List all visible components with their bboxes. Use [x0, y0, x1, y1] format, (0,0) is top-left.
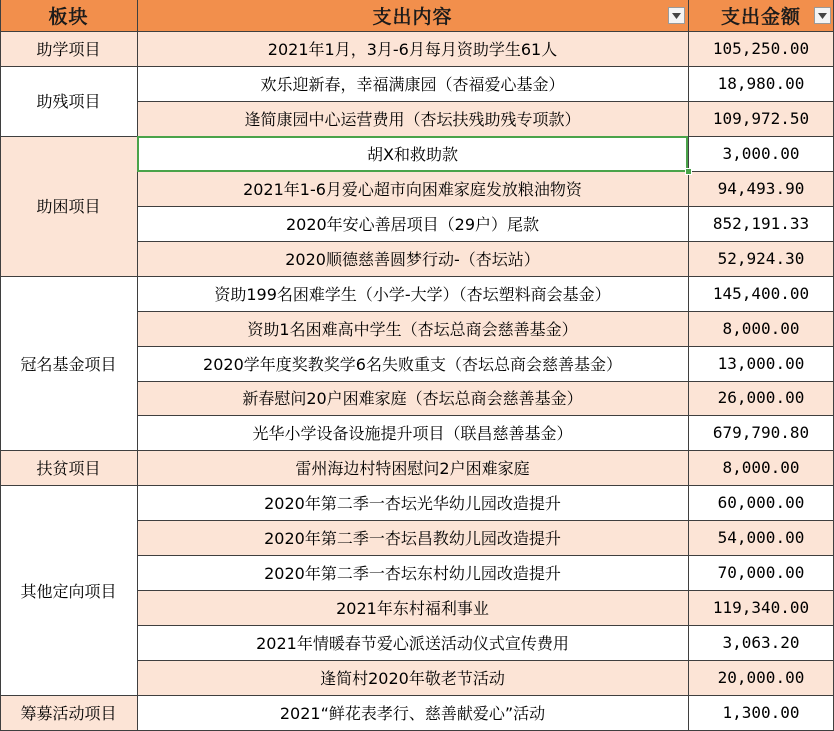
amount-text: 8,000.00: [722, 458, 800, 478]
grid-line: [137, 625, 834, 626]
amount-cell[interactable]: [688, 311, 834, 346]
grid-line: [137, 485, 834, 486]
content-cell[interactable]: [137, 520, 688, 555]
header-label-amount: 支出金额: [720, 6, 801, 28]
amount-cell[interactable]: [688, 485, 834, 520]
header-label-content: 支出内容: [372, 6, 453, 28]
section-label: 助残项目: [36, 92, 101, 112]
content-cell[interactable]: [137, 206, 688, 241]
amount-cell[interactable]: [688, 136, 834, 171]
grid-line: [137, 590, 834, 591]
content-cell[interactable]: [137, 625, 688, 660]
amount-text: 20,000.00: [717, 668, 805, 688]
grid-line: [0, 0, 1, 730]
grid-line: [137, 381, 834, 382]
amount-text: 18,980.00: [717, 73, 805, 93]
section-cell[interactable]: [0, 276, 137, 451]
content-cell[interactable]: [137, 485, 688, 520]
content-text: 资助199名困难学生（小学-大学）（杏坛塑料商会基金）: [214, 284, 611, 304]
content-text: 胡X和救助款: [367, 144, 458, 164]
section-cell[interactable]: [0, 695, 137, 730]
grid-line: [137, 241, 834, 242]
content-text: 2020年第二季一杏坛东村幼儿园改造提升: [264, 564, 561, 584]
amount-cell[interactable]: [688, 381, 834, 416]
section-label: 筹募活动项目: [20, 704, 117, 724]
amount-text: 145,400.00: [712, 283, 810, 303]
grid-line: [0, 136, 137, 137]
content-cell[interactable]: [137, 346, 688, 381]
content-text: 2020学年度奖教奖学6名失败重支（杏坛总商会慈善基金）: [203, 354, 622, 374]
content-cell[interactable]: [137, 555, 688, 590]
section-label: 扶贫项目: [36, 459, 101, 479]
content-text: 新春慰问20户困难家庭（杏坛总商会慈善基金）: [242, 389, 583, 409]
amount-text: 70,000.00: [717, 563, 805, 583]
amount-cell[interactable]: [688, 660, 834, 695]
amount-cell[interactable]: [688, 241, 834, 276]
amount-text: 60,000.00: [717, 493, 805, 513]
grid-line: [137, 171, 834, 172]
content-cell[interactable]: [137, 31, 688, 66]
amount-cell[interactable]: [688, 555, 834, 590]
amount-text: 52,924.30: [717, 248, 805, 268]
grid-line: [137, 555, 834, 556]
content-text: 2021“鲜花表孝行、慈善献爱心”活动: [279, 704, 546, 724]
amount-cell[interactable]: [688, 66, 834, 101]
amount-text: 3,000.00: [722, 143, 800, 163]
grid-line: [137, 660, 834, 661]
grid-line: [0, 276, 137, 277]
content-text: 雷州海边村特困慰问2户困难家庭: [295, 459, 530, 479]
filter-dropdown-icon[interactable]: [668, 7, 685, 24]
content-text: 逢简康园中心运营费用（杏坛扶残助残专项款）: [244, 109, 581, 129]
content-cell[interactable]: [137, 311, 688, 346]
amount-cell[interactable]: [688, 450, 834, 485]
grid-line: [137, 695, 834, 696]
amount-cell[interactable]: [688, 520, 834, 555]
content-text: 2020年安心善居项目（29户）尾款: [285, 214, 540, 234]
content-cell[interactable]: [137, 136, 688, 171]
filter-dropdown-icon[interactable]: [814, 7, 831, 24]
grid-line: [0, 450, 137, 451]
content-cell[interactable]: [137, 101, 688, 136]
content-text: 2021年情暖春节爱心派送活动仪式宣传费用: [256, 634, 569, 654]
content-cell[interactable]: [137, 695, 688, 730]
grid-line: [137, 136, 834, 137]
content-text: 逢简村2020年敬老节活动: [320, 669, 505, 689]
amount-text: 26,000.00: [717, 388, 805, 408]
header-cell-section[interactable]: [0, 0, 137, 31]
amount-cell[interactable]: [688, 590, 834, 625]
amount-text: 679,790.80: [712, 423, 810, 443]
amount-cell[interactable]: [688, 276, 834, 311]
grid-line: [137, 276, 834, 277]
header-label-section: 板块: [48, 6, 89, 28]
content-text: 2020年第二季一杏坛昌教幼儿园改造提升: [264, 529, 561, 549]
amount-text: 109,972.50: [712, 108, 810, 128]
section-label: 助学项目: [36, 39, 101, 59]
grid-line: [0, 695, 137, 696]
amount-text: 119,340.00: [712, 598, 810, 618]
amount-text: 852,191.33: [712, 213, 810, 233]
grid-line: [137, 0, 138, 730]
amount-cell[interactable]: [688, 625, 834, 660]
content-cell[interactable]: [137, 590, 688, 625]
content-cell[interactable]: [137, 415, 688, 450]
content-text: 欢乐迎新春，幸福满康园（杏福爱心基金）: [260, 74, 565, 94]
amount-cell[interactable]: [688, 415, 834, 450]
section-cell[interactable]: [0, 450, 137, 485]
content-text: 2021年1月，3月-6月每月资助学生61人: [267, 39, 558, 59]
grid-line: [137, 346, 834, 347]
grid-line: [137, 101, 834, 102]
section-cell[interactable]: [0, 66, 137, 136]
section-cell[interactable]: [0, 31, 137, 66]
content-cell[interactable]: [137, 660, 688, 695]
content-cell[interactable]: [137, 66, 688, 101]
grid-line: [137, 311, 834, 312]
content-cell[interactable]: [137, 276, 688, 311]
content-text: 资助1名困难高中学生（杏坛总商会慈善基金）: [247, 319, 578, 339]
content-cell[interactable]: [137, 381, 688, 416]
section-label: 其他定向项目: [20, 581, 117, 601]
amount-text: 54,000.00: [717, 528, 805, 548]
content-text: 2020顺德慈善圆梦行动-（杏坛站）: [285, 249, 540, 269]
content-text: 2021年1-6月爱心超市向困难家庭发放粮油物资: [243, 179, 582, 199]
fill-handle[interactable]: [685, 168, 692, 175]
amount-text: 1,300.00: [722, 703, 800, 723]
grid-line: [0, 66, 137, 67]
section-cell[interactable]: [0, 136, 137, 276]
content-text: 2021年东村福利事业: [336, 599, 489, 619]
content-cell[interactable]: [137, 241, 688, 276]
content-cell[interactable]: [137, 450, 688, 485]
content-text: 光华小学设备设施提升项目（联昌慈善基金）: [252, 424, 573, 444]
header-cell-content[interactable]: [137, 0, 688, 31]
grid-line: [688, 0, 689, 730]
grid-line: [0, 31, 834, 32]
grid-line: [137, 520, 834, 521]
amount-text: 105,250.00: [712, 38, 810, 58]
section-label: 助困项目: [36, 197, 101, 217]
amount-text: 13,000.00: [717, 353, 805, 373]
amount-cell[interactable]: [688, 101, 834, 136]
amount-text: 8,000.00: [722, 318, 800, 338]
header-cell-amount[interactable]: [688, 0, 834, 31]
amount-text: 3,063.20: [722, 633, 800, 653]
grid-line: [137, 415, 834, 416]
amount-cell[interactable]: [688, 171, 834, 206]
amount-text: 94,493.90: [717, 178, 805, 198]
section-label: 冠名基金项目: [20, 354, 117, 374]
amount-cell[interactable]: [688, 695, 834, 730]
amount-cell[interactable]: [688, 346, 834, 381]
amount-cell[interactable]: [688, 31, 834, 66]
amount-cell[interactable]: [688, 206, 834, 241]
section-cell[interactable]: [0, 485, 137, 695]
grid-line: [137, 206, 834, 207]
grid-line: [137, 450, 834, 451]
content-text: 2020年第二季一杏坛光华幼儿园改造提升: [264, 494, 561, 514]
grid-line: [0, 485, 137, 486]
content-cell[interactable]: [137, 171, 688, 206]
grid-line: [137, 66, 834, 67]
